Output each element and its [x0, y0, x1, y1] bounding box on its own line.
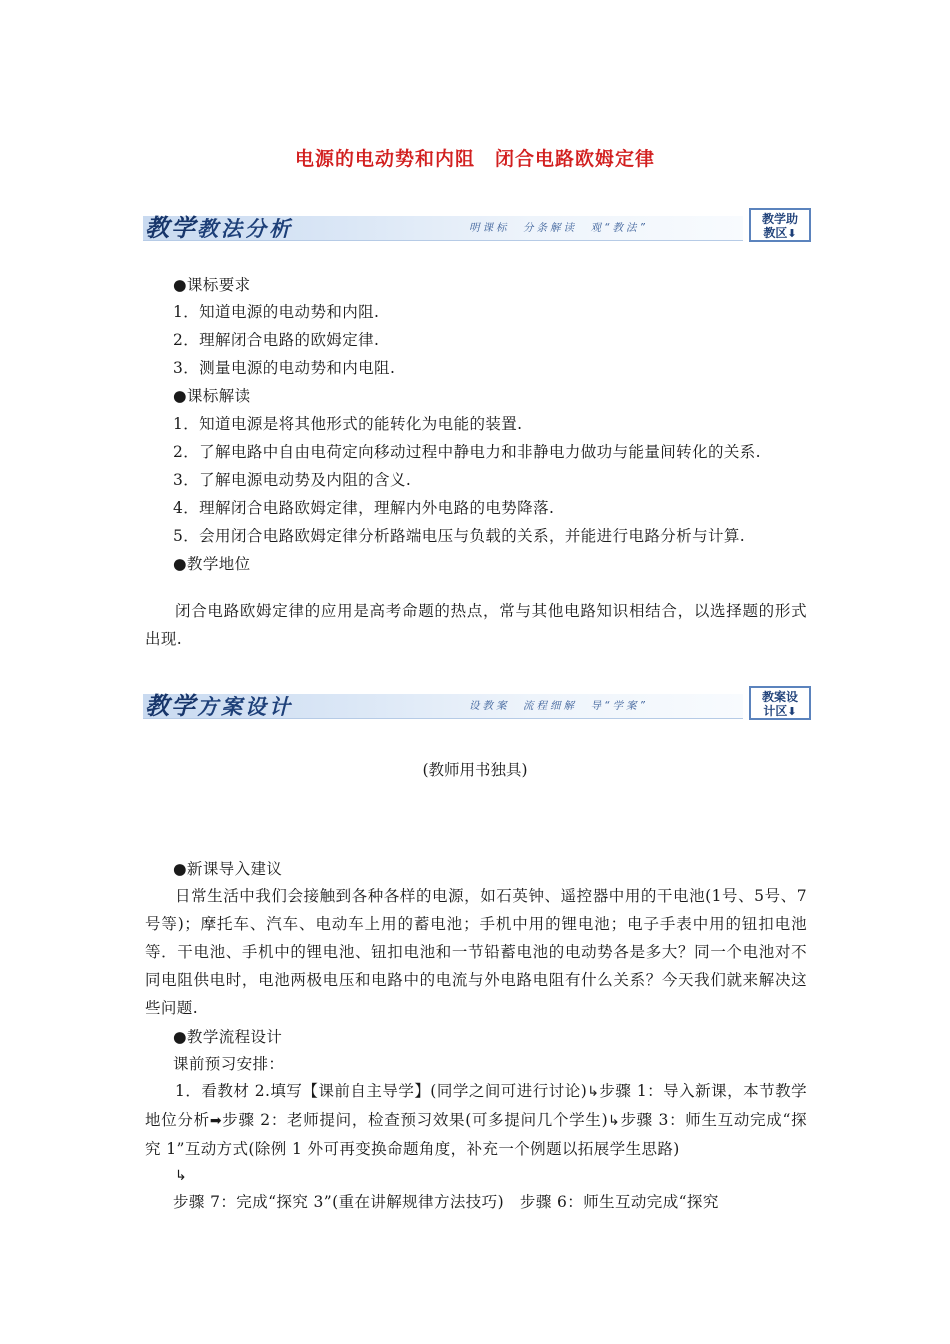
paragraph-new-lesson-intro: 日常生活中我们会接触到各种各样的电源，如石英钟、遥控器中用的干电池(1号、5号、7号等)；摩托车、汽车、电动车上用的蓄电池；手机中用的锂电池；电子手表中用的钮扣电池等．干电池、手机中的锂电池、钮扣电池和一节铅蓄电池的电动势各是多大？同一个电池对不同电阻供电时，电池两极电压和电路中的电流与外电路电阻有什么关系？今天我们就来解决这些问题.: [145, 887, 807, 1017]
teaching-aid-zone-badge: 教学助 教区⬇: [749, 208, 811, 242]
list-item: 2．理解闭合电路的欧姆定律.: [173, 331, 380, 349]
heading-teaching-flow: ●教学流程设计: [173, 1028, 283, 1046]
heading-curriculum-requirements: ●课标要求: [173, 276, 251, 294]
section-banner-lesson-design: [143, 688, 813, 724]
flow-arrow-icon: ↳: [587, 1084, 600, 1100]
arrow-down-icon: ⬇: [787, 227, 797, 240]
heading-new-lesson-intro: ●新课导入建议: [173, 860, 283, 878]
list-item: 5．会用闭合电路欧姆定律分析路端电压与负载的关系，并能进行电路分析与计算.: [173, 527, 746, 545]
arrow-down-icon: ⬇: [787, 705, 797, 718]
list-item: 2．了解电路中自由电荷定向移动过程中静电力和非静电力做功与能量间转化的关系.: [173, 443, 761, 461]
pre-class-label: 课前预习安排：: [173, 1055, 285, 1073]
paragraph-teaching-status: 闭合电路欧姆定律的应用是高考命题的热点，常与其他电路知识相结合，以选择题的形式出现.: [145, 602, 807, 648]
flow-paragraph: 1．看教材 2.填写【课前自主导学】(同学之间可进行讨论)↳步骤 1：导入新课，本节教学地位分析➡步骤 2：老师提问，检查预习效果(可多提问几个学生)↳步骤 3：师生互动完成“探究 1”互动方式(除例 1 外可再变换命题角度，补充一个例题以拓展学生思路): [145, 1082, 807, 1158]
list-item: 3．测量电源的电动势和内电阻.: [173, 359, 396, 377]
teacher-book-note: (教师用书独具): [422, 761, 528, 779]
banner-heading: 教学教法分析: [145, 213, 293, 242]
list-item: 1．知道电源是将其他形式的能转化为电能的装置.: [173, 415, 523, 433]
banner-slogan: 明课标 分条解读 观“教法”: [469, 222, 648, 234]
banner-heading: 教学方案设计: [145, 691, 293, 720]
page-title: 电源的电动势和内阻 闭合电路欧姆定律: [294, 148, 655, 170]
lesson-design-zone-badge: 教案设 计区⬇: [749, 686, 811, 720]
flow-arrow-right-icon: ➡: [209, 1113, 222, 1129]
section-banner-teaching-analysis: [143, 210, 813, 246]
flow-step-line: 步骤 7：完成“探究 3”(重在讲解规律方法技巧) 步骤 6：师生互动完成“探究: [173, 1193, 719, 1211]
banner-slogan: 设教案 流程细解 导“学案”: [469, 700, 648, 712]
flow-arrow-icon: ↳: [608, 1113, 621, 1129]
flow-down-arrow-icon: ↳: [175, 1168, 188, 1184]
list-item: 1．知道电源的电动势和内阻.: [173, 303, 380, 321]
list-item: 4．理解闭合电路欧姆定律，理解内外电路的电势降落.: [173, 499, 555, 517]
heading-teaching-status: ●教学地位: [173, 555, 251, 573]
heading-curriculum-interpretation: ●课标解读: [173, 387, 251, 405]
list-item: 3．了解电源电动势及内阻的含义.: [173, 471, 412, 489]
